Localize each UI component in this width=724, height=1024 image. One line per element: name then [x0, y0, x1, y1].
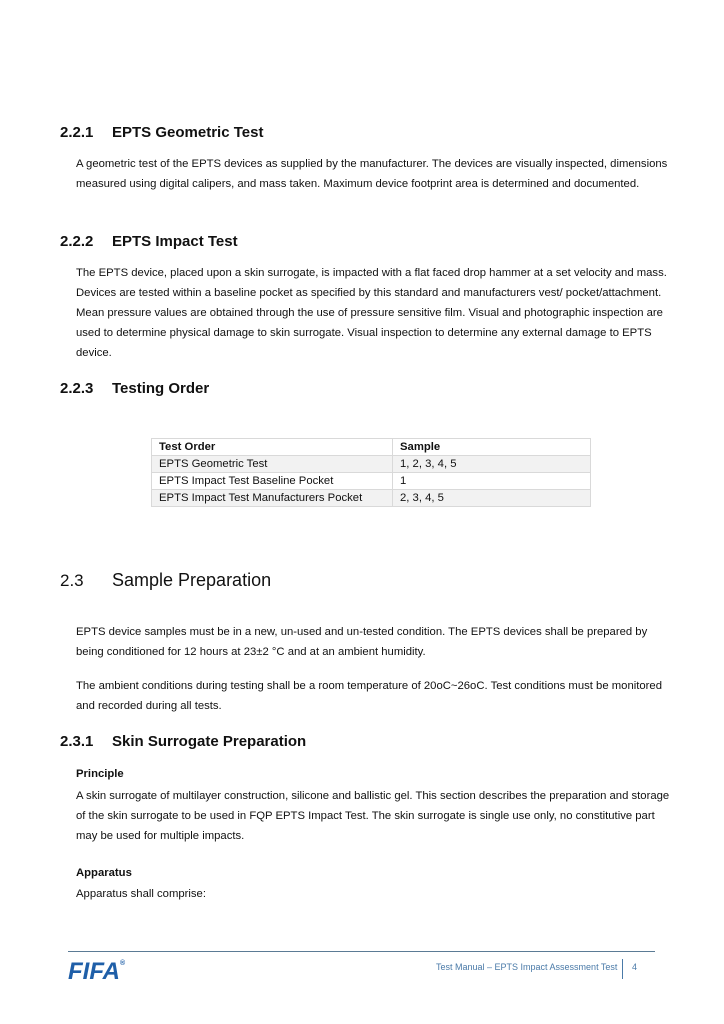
heading-2-2-2 — [60, 233, 238, 250]
heading-2-3 — [60, 570, 271, 591]
heading-number: 2.2.2 — [60, 233, 94, 250]
testing-order-table — [151, 438, 591, 507]
table-cell: 1 — [393, 473, 591, 490]
fifa-logo — [68, 958, 125, 986]
heading-title: EPTS Geometric Test — [112, 124, 264, 141]
page-number: 4 — [632, 962, 638, 972]
table-cell: EPTS Geometric Test — [152, 456, 393, 473]
table-header-row — [152, 439, 591, 456]
principle-label: Principle — [76, 768, 124, 780]
paragraph-geometric-test: A geometric test of the EPTS devices as supplied by the manufacturer. The devices are visually inspected, dimensions measured using digital calipers, and mass taken. Maximum device footprint area is determined and documented. — [76, 158, 668, 190]
footer-title: Test Manual – EPTS Impact Assessment Test — [436, 962, 618, 972]
heading-number: 2.3 — [60, 571, 84, 590]
table-header-cell: Sample — [393, 439, 591, 456]
footer-separator — [622, 959, 623, 979]
table-row — [152, 490, 591, 507]
heading-2-2-3 — [60, 380, 209, 397]
table-cell: 2, 3, 4, 5 — [393, 490, 591, 507]
table-cell: 1, 2, 3, 4, 5 — [393, 456, 591, 473]
paragraph-impact-test: The EPTS device, placed upon a skin surrogate, is impacted with a flat faced drop hammer at a set velocity and mass. Devices are tested within a baseline pocket as specified by this standard and manufacturers vest/ pocket/attachment. Mean pressure values are obtained through the use of pressure sensitive film. Visual and photographic inspection are used to determine physical damage to skin surrogate. Visual inspection to determine any external damage to EPTS device. — [76, 267, 667, 359]
heading-title: Skin Surrogate Preparation — [112, 733, 307, 750]
paragraph-apparatus: Apparatus shall comprise: — [76, 888, 206, 900]
heading-title: Sample Preparation — [112, 570, 272, 590]
table-cell: EPTS Impact Test Baseline Pocket — [152, 473, 393, 490]
heading-2-3-1 — [60, 733, 306, 750]
heading-number: 2.2.3 — [60, 380, 94, 397]
heading-2-2-1 — [60, 124, 263, 141]
table-row — [152, 473, 591, 490]
table-row — [152, 456, 591, 473]
heading-title: Testing Order — [112, 380, 210, 397]
paragraph-sample-condition: EPTS device samples must be in a new, un-used and un-tested condition. The EPTS devices shall be prepared by being conditioned for 12 hours at 23±2 °C and at an ambient humidity. — [76, 626, 648, 658]
apparatus-label: Apparatus — [76, 867, 132, 879]
paragraph-ambient-conditions: The ambient conditions during testing shall be a room temperature of 20oC~26oC. Test conditions must be monitored and recorded during all tests. — [76, 680, 662, 712]
heading-number: 2.3.1 — [60, 733, 94, 750]
logo-registered-mark: ® — [120, 960, 126, 967]
footer-divider — [68, 951, 655, 952]
logo-text: FIFA — [68, 958, 120, 985]
paragraph-principle: A skin surrogate of multilayer construction, silicone and ballistic gel. This section describes the preparation and storage of the skin surrogate to be used in FQP EPTS Impact Test. The skin surrogate is single use only, no constitutive part may be used for multiple impacts. — [76, 790, 670, 842]
heading-title: EPTS Impact Test — [112, 233, 238, 250]
table-cell: EPTS Impact Test Manufacturers Pocket — [152, 490, 393, 507]
heading-number: 2.2.1 — [60, 124, 94, 141]
table-header-cell: Test Order — [152, 439, 393, 456]
